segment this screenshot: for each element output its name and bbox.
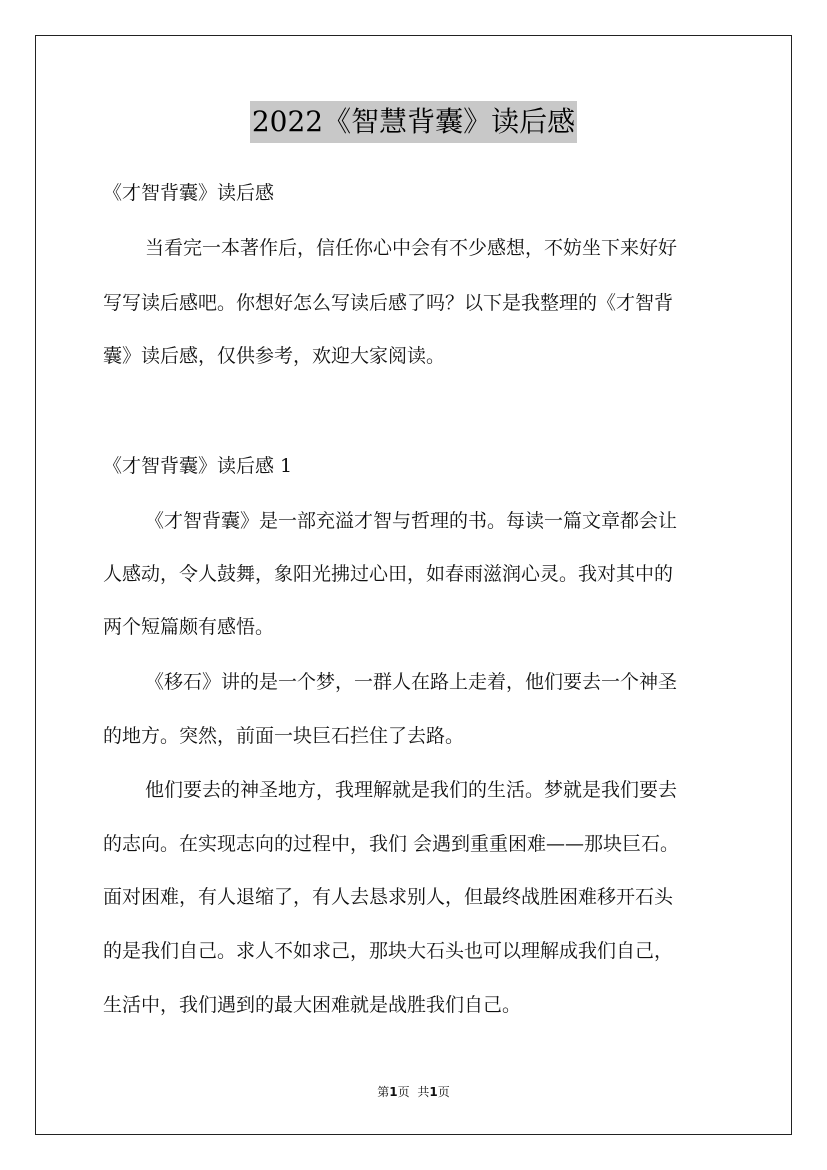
total-pages: 1	[429, 1085, 438, 1099]
paragraph-line: 生活中，我们遇到的最大困难就是战胜我们自己。	[103, 994, 522, 1016]
footer-prefix: 第	[377, 1085, 390, 1099]
section-heading: 《才智背囊》读后感 1	[103, 455, 293, 477]
paragraph-line: 面对困难，有人退缩了，有人去恳求别人，但最终战胜困难移开石头	[103, 886, 674, 908]
document-title: 2022《智慧背囊》读后感	[250, 101, 577, 143]
heading-line: 《才智背囊》读后感	[103, 182, 275, 204]
page-number: 1	[389, 1085, 398, 1099]
footer-total-prefix: 共	[417, 1085, 430, 1099]
footer-total-unit: 页	[437, 1085, 450, 1099]
paragraph-line: 他们要去的神圣地方，我理解就是我们的生活。梦就是我们要去	[145, 779, 678, 801]
paragraph-line: 的是我们自己。求人不如求己，那块大石头也可以理解成我们自己，	[103, 940, 674, 962]
page-footer	[0, 1083, 827, 1100]
paragraph-line: 的志向。在实现志向的过程中，我们 会遇到重重困难——那块巨石。	[103, 833, 680, 855]
paragraph-line: 《移石》讲的是一个梦，一群人在路上走着，他们要去一个神圣	[145, 671, 678, 693]
title-container	[0, 101, 827, 143]
paragraph-line: 的地方。突然，前面一块巨石拦住了去路。	[103, 725, 465, 747]
paragraph-line: 当看完一本著作后，信任你心中会有不少感想，不妨坐下来好好	[145, 237, 678, 259]
paragraph-line: 写写读后感吧。你想好怎么写读后感了吗？以下是我整理的《才智背	[103, 292, 674, 314]
footer-page-unit: 页	[397, 1085, 410, 1099]
paragraph-line: 《才智背囊》是一部充溢才智与哲理的书。每读一篇文章都会让	[145, 510, 678, 532]
paragraph-line: 囊》读后感，仅供参考，欢迎大家阅读。	[103, 345, 446, 367]
paragraph-line: 人感动，令人鼓舞，象阳光拂过心田，如春雨滋润心灵。我对其中的	[103, 563, 674, 585]
paragraph-line: 两个短篇颇有感悟。	[103, 616, 275, 638]
